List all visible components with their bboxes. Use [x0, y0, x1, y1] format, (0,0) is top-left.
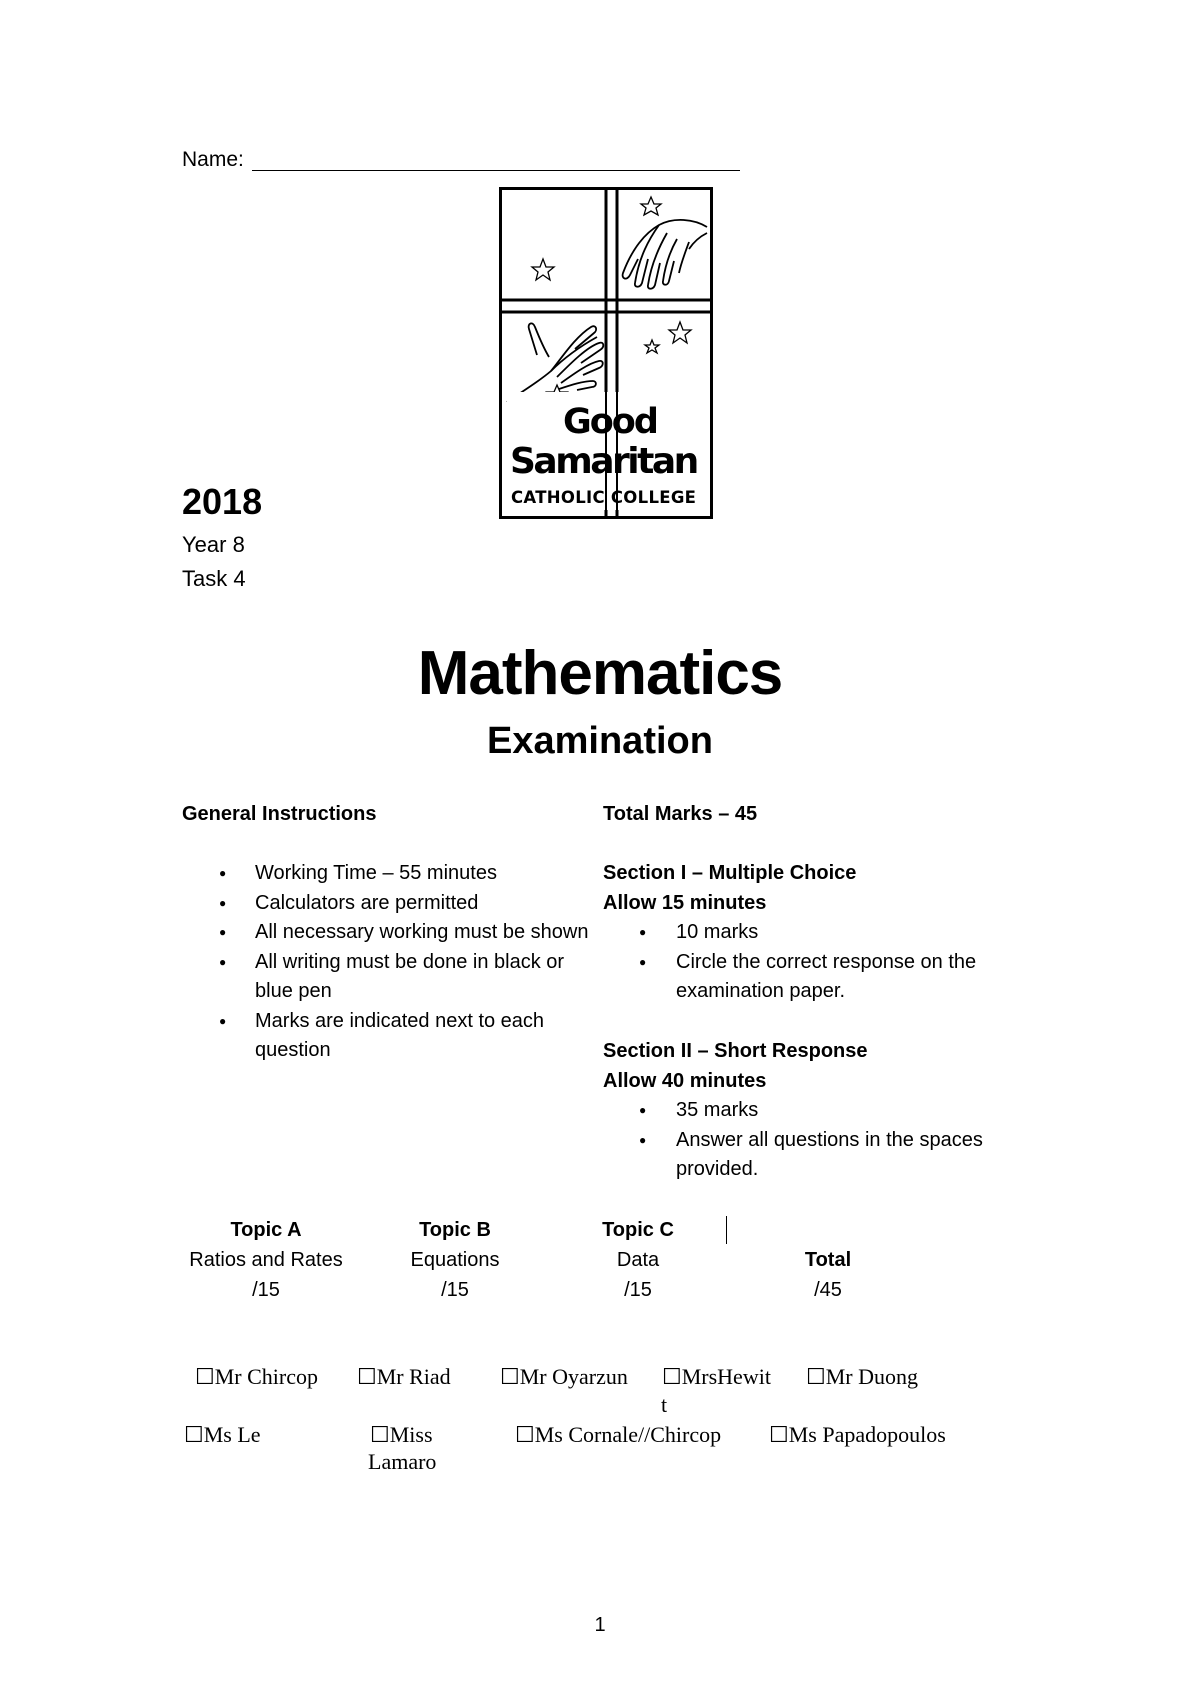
topic-a — [166, 1215, 366, 1305]
list-item: ● Marks are indicated next to each question — [182, 1007, 592, 1066]
teacher-checkbox-riad[interactable]: ☐Mr Riad — [357, 1364, 451, 1389]
instructions-heading: General Instructions — [182, 803, 377, 825]
teacher-checkbox-le[interactable]: ☐Ms Le — [184, 1422, 261, 1447]
teacher-checkbox-papadopoulos[interactable]: ☐Ms Papadopoulos — [769, 1422, 946, 1447]
topic-b — [355, 1215, 555, 1305]
topic-label: Topic C — [602, 1219, 674, 1241]
topic-marks: /15 — [252, 1279, 280, 1301]
section-1 — [603, 859, 1003, 1007]
list-item: ● Circle the correct response on the examination paper. — [603, 948, 1003, 1007]
table-divider — [726, 1216, 727, 1244]
list-item: ● 35 marks — [603, 1096, 1003, 1126]
logo-text-good: Good — [563, 402, 657, 442]
logo-text-college: CATHOLIC COLLEGE — [511, 488, 697, 507]
topic-label — [728, 1215, 928, 1245]
topic-label: Topic A — [230, 1219, 302, 1241]
teacher-name-wrap: t — [661, 1392, 668, 1417]
topic-name: Equations — [410, 1249, 500, 1271]
topic-name: Total — [804, 1249, 852, 1271]
section-2-time: Allow 40 minutes — [603, 1069, 767, 1092]
topic-marks: /15 — [624, 1279, 652, 1301]
logo-text-samaritan: Samaritan — [510, 441, 697, 482]
name-field-line — [252, 170, 740, 171]
list-item: ● Answer all questions in the spaces provided. — [603, 1126, 1003, 1185]
teacher-name-wrap: Lamaro — [368, 1449, 437, 1474]
year-level: Year 8 — [182, 532, 245, 557]
name-label: Name: — [182, 148, 244, 171]
list-item: ● Calculators are permitted — [182, 889, 592, 919]
topic-c — [538, 1215, 738, 1305]
college-logo — [499, 187, 713, 519]
topic-total — [728, 1215, 928, 1305]
section-1-time: Allow 15 minutes — [603, 891, 767, 914]
list-item: ● Working Time – 55 minutes — [182, 859, 592, 889]
topic-marks: /15 — [441, 1279, 469, 1301]
teacher-checkbox-duong[interactable]: ☐Mr Duong — [806, 1364, 918, 1389]
page-title: Mathematics — [417, 639, 783, 708]
teacher-checkbox-oyarzun[interactable]: ☐Mr Oyarzun — [500, 1364, 628, 1389]
topic-name: Data — [616, 1249, 660, 1271]
topic-marks: /45 — [814, 1279, 842, 1301]
section-1-title: Section I – Multiple Choice — [603, 862, 857, 884]
list-item: ● 10 marks — [603, 918, 1003, 948]
list-item: ● All necessary working must be shown — [182, 918, 592, 948]
teacher-checkbox-hewitt[interactable]: ☐MrsHewit — [662, 1364, 771, 1389]
page-subtitle: Examination — [487, 720, 713, 762]
instructions-list — [182, 859, 592, 1066]
teacher-checkbox-cornale-chircop[interactable]: ☐Ms Cornale//Chircop — [515, 1422, 722, 1447]
exam-year: 2018 — [182, 481, 263, 522]
topic-name: Ratios and Rates — [189, 1249, 343, 1271]
topic-label: Topic B — [419, 1219, 491, 1241]
teacher-checkbox-chircop[interactable]: ☐Mr Chircop — [195, 1364, 318, 1389]
task-number: Task 4 — [182, 566, 246, 591]
teacher-checkbox-lamaro[interactable]: ☐Miss — [370, 1422, 433, 1447]
total-marks: Total Marks – 45 — [603, 803, 758, 825]
section-2 — [603, 1037, 1003, 1185]
section-2-title: Section II – Short Response — [603, 1040, 868, 1062]
page-number: 1 — [594, 1614, 606, 1636]
list-item: ● All writing must be done in black or blue pen — [182, 948, 592, 1007]
